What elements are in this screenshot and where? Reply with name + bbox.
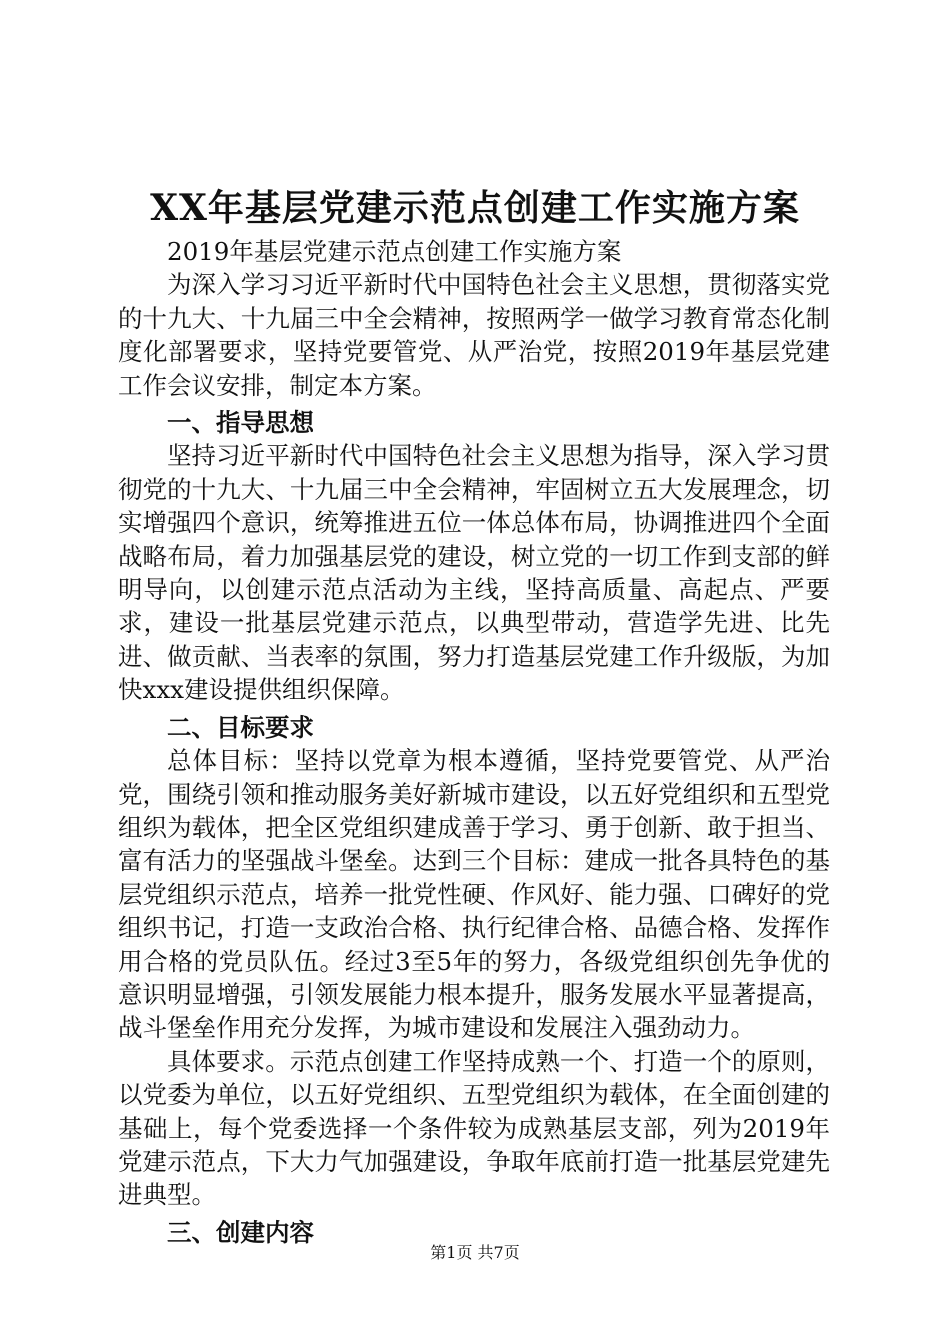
document-title: XX年基层党建示范点创建工作实施方案 xyxy=(150,187,800,229)
section-paragraph: 总体目标：坚持以党章为根本遵循，坚持党要管党、从严治党，围绕引领和推动服务美好新城市建设，以五好党组织和五型党组织为载体，把全区党组织建成善于学习、勇于创新、敢于担当、富有活力的坚强战斗堡垒。达到三个目标：建成一批各具特色的基层党组织示范点，培养一批党性硬、作风好、能力强、口碑好的党组织书记，打造一支政治合格、执行纪律合格、品德合格、发挥作用合格的党员队伍。经过3至5年的努力，各级党组织创先争优的意识明显增强，引领发展能力根本提升，服务发展水平显著提高，战斗堡垒作用充分发挥，为城市建设和发展注入强劲动力。 xyxy=(118,746,830,1043)
section-heading-guiding-ideology: 一、指导思想 xyxy=(167,408,314,438)
section-heading-content: 三、创建内容 xyxy=(167,1217,314,1247)
document-subtitle: 2019年基层党建示范点创建工作实施方案 xyxy=(167,237,622,266)
section-paragraph: 坚持习近平新时代中国特色社会主义思想为指导，深入学习贯彻党的十九大、十九届三中全会精神，牢固树立五大发展理念，切实增强四个意识，统筹推进五位一体总体布局，协调推进四个全面战略布局，着力加强基层党的建设，树立党的一切工作到支部的鲜明导向，以创建示范点活动为主线，坚持高质量、高起点、严要求，建设一批基层党建示范点，以典型带动，营造学先进、比先进、做贡献、当表率的氛围，努力打造基层党建工作升级版，为加快xxx建设提供组织保障。 xyxy=(118,441,830,705)
section-heading-goals: 二、目标要求 xyxy=(167,712,314,742)
section-paragraph: 具体要求。示范点创建工作坚持成熟一个、打造一个的原则，以党委为单位，以五好党组织、五型党组织为载体，在全面创建的基础上，每个党委选择一个条件较为成熟基层支部，列为2019年党建示范点，下大力气加强建设，争取年底前打造一批基层党建先进典型。 xyxy=(118,1046,830,1210)
document-body xyxy=(118,235,830,1249)
page-footer: 第1页 共7页 xyxy=(430,1243,520,1262)
intro-paragraph: 为深入学习习近平新时代中国特色社会主义思想，贯彻落实党的十九大、十九届三中全会精神，按照两学一做学习教育常态化制度化部署要求，坚持党要管党、从严治党，按照2019年基层党建工作会议安排，制定本方案。 xyxy=(118,270,830,400)
